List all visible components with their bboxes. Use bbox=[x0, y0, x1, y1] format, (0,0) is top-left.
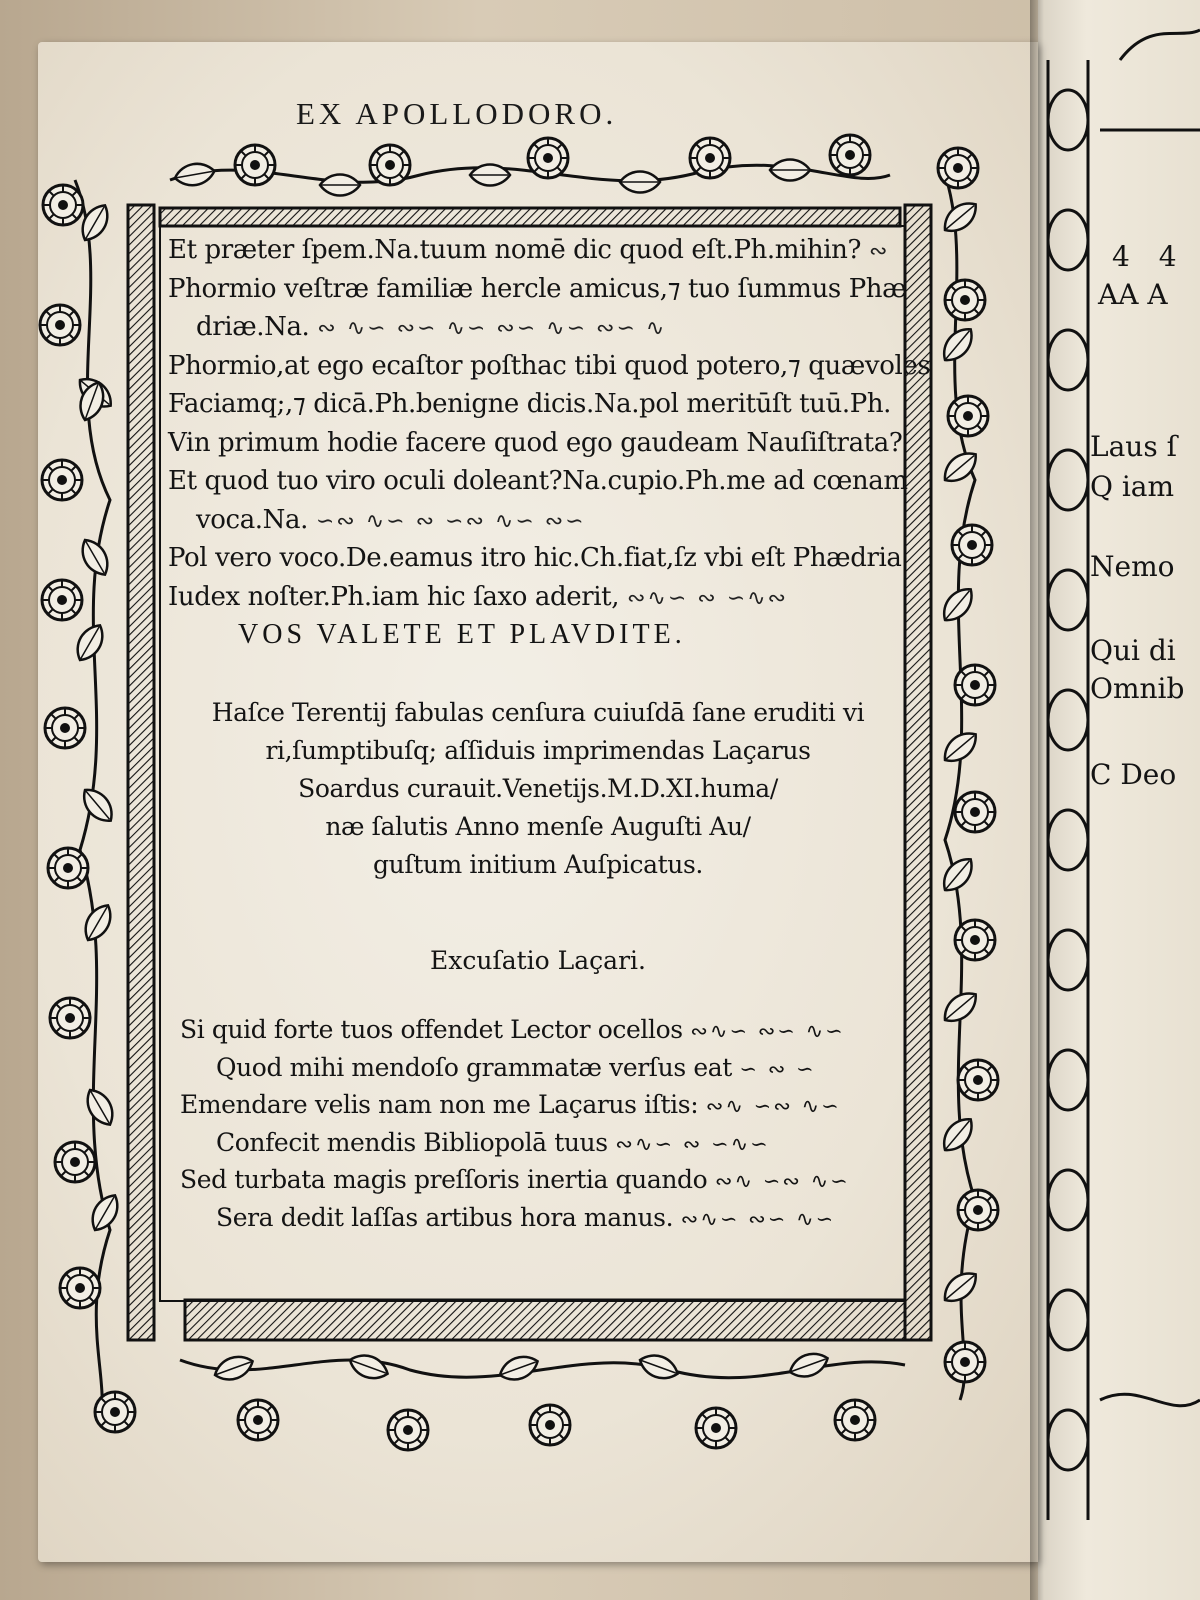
colophon-line: næ ſalutis Anno menſe Auguſti Au/ bbox=[325, 812, 751, 841]
left-frame-bar bbox=[128, 205, 154, 1340]
dialogue-line: Iudex noſter.Ph.iam hic ſaxo aderit, ∾∿∽ ∾ ∽∿∾ bbox=[168, 581, 788, 612]
excusatio-title: Excuſatio Laçari. bbox=[430, 946, 646, 975]
facing-fragment: Omnib bbox=[1090, 672, 1185, 705]
verse-line: Sera dedit laſſas artibus hora manus. ∾∿∽ ∾∽ ∿∽ bbox=[216, 1202, 836, 1232]
verse-line: Confecit mendis Bibliopolā tuus ∾∿∽ ∾ ∽∿∽ bbox=[216, 1127, 770, 1157]
verse-line: Emendare velis nam non me Laçarus iſtis: ∾∿ ∽∾ ∿∽ bbox=[180, 1090, 841, 1119]
dialogue-line: Pol vero voco.De.eamus itro hic.Ch.fiat,ſz vbi eſt Phædria bbox=[168, 543, 902, 573]
colophon-line: Soardus curauit.Venetijs.M.D.XI.huma/ bbox=[298, 774, 778, 803]
verse-line: Si quid forte tuos offendet Lector ocellos ∾∿∽ ∾∽ ∿∽ bbox=[180, 1015, 845, 1044]
dialogue-line: Faciamq;,⁊ dicā.Ph.benigne dicis.Na.pol meritūſt tuū.Ph. bbox=[168, 389, 892, 419]
facing-fragment: C Deo bbox=[1090, 758, 1177, 791]
colophon-line: Haſce Terentij fabulas cenſura cuiuſdā ſane eruditi vi bbox=[211, 698, 865, 727]
facing-numerals-bottom: AA A bbox=[1098, 278, 1168, 311]
dialogue-line: Et quod tuo viro oculi doleant?Na.cupio.Ph.me ad cœnam bbox=[168, 466, 908, 496]
facing-fragment: Qui di bbox=[1090, 634, 1176, 667]
facing-numerals-top: 4 4 bbox=[1112, 240, 1187, 273]
colophon bbox=[168, 694, 908, 884]
dialogue-line: voca.Na. ∽∾ ∿∽ ∾ ∽∾ ∿∽ ∾∽ bbox=[196, 504, 586, 535]
dialogue-line: driæ.Na. ∾ ∿∽ ∾∽ ∿∽ ∾∽ ∿∽ ∾∽ ∿ bbox=[196, 312, 667, 342]
colophon-line: ri,ſumptibuſq; aſſiduis imprimendas Laçarus bbox=[265, 736, 811, 765]
verse-block bbox=[180, 1012, 920, 1237]
dialogue-line: Phormio veſtræ familiæ hercle amicus,⁊ tuo ſummus Phæ bbox=[168, 273, 907, 304]
closing-line: VOS VALETE ET PLAVDITE. bbox=[238, 619, 686, 650]
dialogue-line: Vin primum hodie facere quod ego gaudeam Nauſiſtrata? bbox=[168, 427, 903, 458]
facing-fragment: Laus ſ bbox=[1090, 430, 1177, 463]
running-head: EX APOLLODORO. bbox=[296, 96, 618, 131]
verse-line: Quod mihi mendoſo grammatæ verſus eat ∽ ∾ ∽ bbox=[216, 1052, 816, 1082]
verse-line: Sed turbata magis preſſoris inertia quando ∾∿ ∽∾ ∿∽ bbox=[180, 1165, 850, 1194]
top-frame-bar bbox=[160, 208, 900, 226]
facing-fragment: Q iam bbox=[1090, 470, 1175, 503]
dialogue-block bbox=[168, 232, 931, 655]
bottom-frame-bar bbox=[185, 1300, 905, 1340]
dialogue-line: Et præter ſpem.Na.tuum nomē dic quod eſt.Ph.mihin? ∾ bbox=[168, 235, 890, 265]
dialogue-line: Phormio,at ego ecaſtor poſthac tibi quod potero,⁊ quævoles bbox=[168, 350, 931, 381]
colophon-line: guſtum initium Auſpicatus. bbox=[373, 850, 703, 879]
facing-fragment: Nemo bbox=[1090, 550, 1175, 583]
